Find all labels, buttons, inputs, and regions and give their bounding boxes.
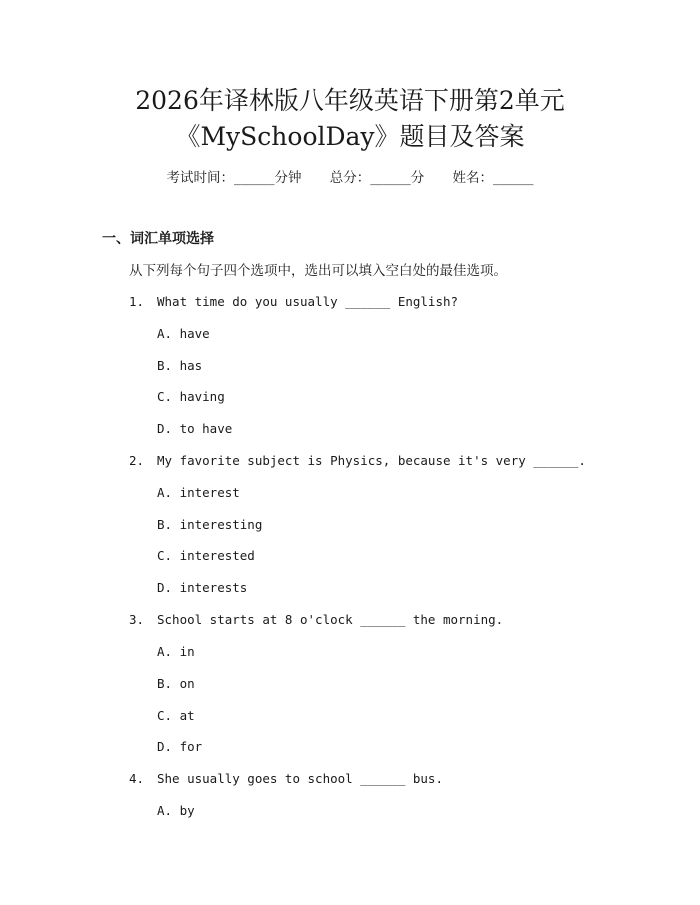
option-2d: D. interests — [157, 580, 248, 595]
question-number: 3. — [129, 612, 145, 627]
exam-meta — [0, 168, 700, 188]
question-2 — [129, 451, 586, 471]
question-text: She usually goes to school ______ bus. — [157, 771, 443, 786]
question-text: School starts at 8 o'clock ______ the morning. — [157, 612, 504, 627]
option-2b: B. interesting — [157, 517, 263, 532]
option-3d: D. for — [157, 739, 203, 754]
page-title-line-1: 2026年译林版八年级英语下册第2单元 — [135, 86, 565, 115]
option-2c: C. interested — [157, 548, 255, 563]
question-number: 1. — [129, 294, 145, 309]
student-name-field: 姓名：______ — [452, 170, 534, 186]
question-number: 2. — [129, 453, 145, 468]
page-title-line-2: 《MySchoolDay》题目及答案 — [175, 122, 525, 151]
question-number: 4. — [129, 771, 145, 786]
option-1b: B. has — [157, 358, 203, 373]
total-score-field: 总分：______分 — [329, 170, 425, 186]
option-4a: A. by — [157, 803, 195, 818]
option-1c: C. having — [157, 389, 225, 404]
question-3 — [129, 610, 503, 630]
question-text: My favorite subject is Physics, because it's very ______. — [157, 453, 586, 468]
option-1a: A. have — [157, 326, 210, 341]
question-1 — [129, 292, 458, 312]
question-4 — [129, 769, 443, 789]
option-2a: A. interest — [157, 485, 240, 500]
option-3c: C. at — [157, 708, 195, 723]
question-text: What time do you usually ______ English? — [157, 294, 459, 309]
section-title: 一、词汇单项选择 — [102, 231, 214, 247]
option-3a: A. in — [157, 644, 195, 659]
section-instruction: 从下列每个句子四个选项中，选出可以填入空白处的最佳选项。 — [129, 263, 507, 279]
exam-time-field: 考试时间：______分钟 — [166, 170, 302, 186]
option-1d: D. to have — [157, 421, 233, 436]
option-3b: B. on — [157, 676, 195, 691]
